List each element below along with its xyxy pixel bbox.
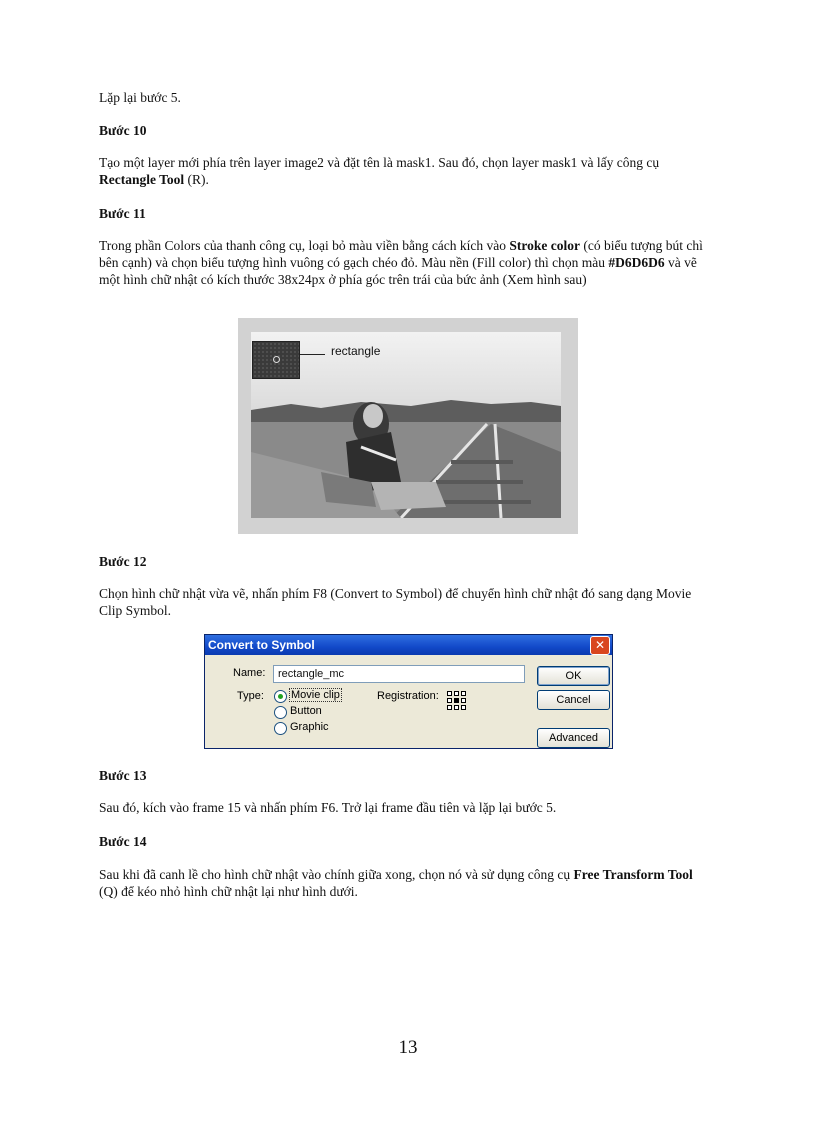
advanced-button[interactable]: Advanced (537, 728, 610, 748)
heading-step-11: Bước 11 (99, 206, 146, 221)
button-type-label: Button (290, 705, 322, 717)
registration-grid[interactable] (447, 691, 468, 710)
symbol-name-input[interactable]: rectangle_mc (273, 665, 525, 683)
rectangle-shape (252, 341, 300, 379)
ok-button[interactable]: OK (537, 666, 610, 686)
dialog-titlebar (205, 635, 612, 655)
paragraph-step-13: Sau đó, kích vào frame 15 và nhấn phím F6. Trở lại frame đầu tiên và lặp lại bước 5. (99, 800, 557, 815)
close-icon[interactable]: ✕ (590, 636, 610, 655)
radio-movie-clip[interactable] (274, 690, 287, 703)
registration-point-icon (273, 356, 280, 363)
cancel-button[interactable]: Cancel (537, 690, 610, 710)
convert-to-symbol-dialog (204, 634, 613, 749)
heading-step-10: Bước 10 (99, 123, 147, 138)
graphic-type-label: Graphic (290, 721, 329, 733)
heading-step-13: Bước 13 (99, 768, 147, 783)
name-label: Name: (233, 667, 266, 679)
railway-photo (251, 332, 561, 518)
page-number: 13 (398, 1037, 418, 1058)
registration-label: Registration: (377, 690, 439, 702)
rectangle-callout-label: rectangle (331, 344, 381, 358)
paragraph-step-10: Tạo một layer mới phía trên layer image2 và đặt tên là mask1. Sau đó, chọn layer mask1 và lấy công cụ Rectangle Tool (R). (99, 155, 660, 187)
callout-line (299, 354, 325, 355)
paragraph-repeat-step5: Lặp lại bước 5. (99, 90, 181, 105)
paragraph-step-14: Sau khi đã canh lề cho hình chữ nhật vào chính giữa xong, chọn nó và sử dụng công cụ Free Transform Tool (Q) để kéo nhỏ hình chữ nhật lại như hình dưới. (99, 867, 693, 899)
rectangle-figure (238, 318, 578, 534)
paragraph-step-12: Chọn hình chữ nhật vừa vẽ, nhấn phím F8 (Convert to Symbol) để chuyển hình chữ nhật đó sang dạng Movie Clip Symbol. (99, 586, 692, 618)
radio-graphic[interactable] (274, 722, 287, 735)
heading-step-14: Bước 14 (99, 834, 147, 849)
paragraph-step-11: Trong phần Colors của thanh công cụ, loại bỏ màu viền bằng cách kích vào Stroke color (có biểu tượng bút chì bên cạnh) và chọn biểu tượng hình vuông có gạch chéo đỏ. Màu nền (Fill color) thì chọn màu #D6D6D6 và vẽ một hình chữ nhật có kích thước 38x24px ở phía góc trên trái của bức ảnh (Xem hình sau) (99, 238, 703, 287)
dialog-title: Convert to Symbol (208, 638, 315, 652)
type-label: Type: (237, 690, 264, 702)
radio-button[interactable] (274, 706, 287, 719)
movie-clip-label: Movie clip (291, 689, 340, 701)
heading-step-12: Bước 12 (99, 554, 147, 569)
